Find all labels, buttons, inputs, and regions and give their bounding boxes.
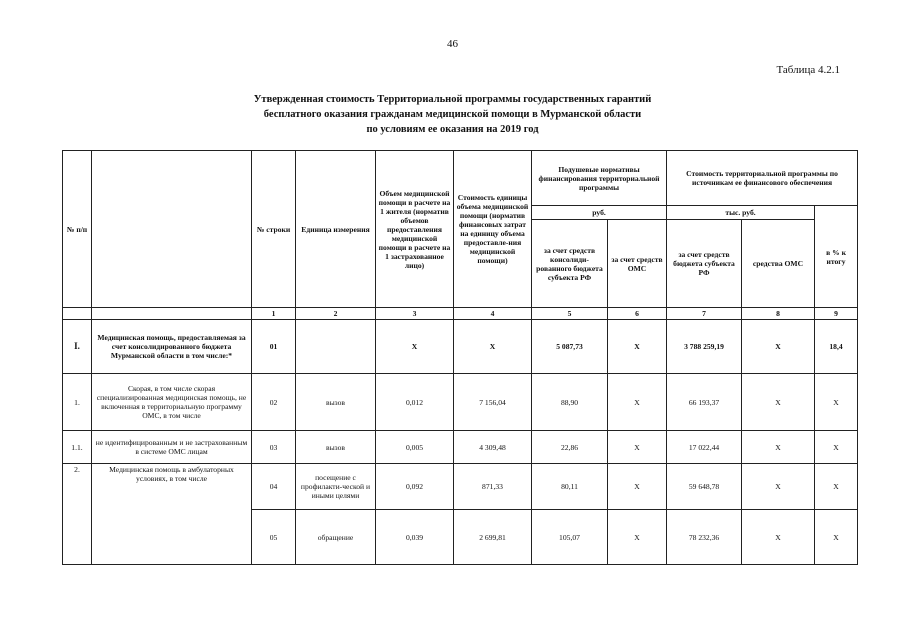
table-id: Таблица 4.2.1 xyxy=(776,64,840,76)
row-pc-oms: Х xyxy=(608,510,667,565)
row-unit: посещение с профилакти-ческой и иными целями xyxy=(296,464,376,510)
row-idx: 1. xyxy=(63,374,92,431)
col-num: 7 xyxy=(667,308,742,320)
header-total-oms: средства ОМС xyxy=(742,220,815,308)
row-name: Медицинская помощь, предоставляемая за счет консолидированного бюджета Мурманской области в том числе:* xyxy=(92,320,252,374)
row-volume: 0,039 xyxy=(376,510,454,565)
header-idx: № п/п xyxy=(63,151,92,308)
row-t-oms: Х xyxy=(742,431,815,464)
row-t-oms: Х xyxy=(742,374,815,431)
title-line-1: Утвержденная стоимость Территориальной программы государственных гарантий xyxy=(253,94,652,105)
row-cost: 4 309,48 xyxy=(454,431,532,464)
row-idx: I. xyxy=(63,320,92,374)
row-unit: вызов xyxy=(296,431,376,464)
row-unit: обращение xyxy=(296,510,376,565)
row-volume: 0,092 xyxy=(376,464,454,510)
row-pc-budget: 80,11 xyxy=(532,464,608,510)
col-num: 9 xyxy=(815,308,858,320)
col-num: 4 xyxy=(454,308,532,320)
row-t-percent: 18,4 xyxy=(815,320,858,374)
header-cost: Стоимость единицы объема медицинской помощи (норматив финансовых затрат на единицу объема предоставле-ния медицинской помощи) xyxy=(454,151,532,308)
title-line-3: по условиям ее оказания на 2019 год xyxy=(366,124,539,135)
row-volume: 0,012 xyxy=(376,374,454,431)
row-volume: Х xyxy=(376,320,454,374)
row-cost: 871,33 xyxy=(454,464,532,510)
row-no: 05 xyxy=(252,510,296,565)
col-num: 5 xyxy=(532,308,608,320)
table-row xyxy=(63,374,858,431)
header-total-percent: в % к итогу xyxy=(815,206,858,308)
row-pc-oms: Х xyxy=(608,374,667,431)
col-num: 2 xyxy=(296,308,376,320)
row-idx: 1.1. xyxy=(63,431,92,464)
header-per-capita-oms: за счет средств ОМС xyxy=(608,220,667,308)
row-pc-oms: Х xyxy=(608,431,667,464)
col-num: 3 xyxy=(376,308,454,320)
header-per-capita-budget: за счет средств консолиди-рованного бюджета субъекта РФ xyxy=(532,220,608,308)
row-pc-budget: 5 087,73 xyxy=(532,320,608,374)
header-per-capita-unit: руб. xyxy=(532,206,667,220)
row-t-percent: Х xyxy=(815,464,858,510)
row-unit: вызов xyxy=(296,374,376,431)
row-t-budget: 17 022,44 xyxy=(667,431,742,464)
row-cost: 7 156,04 xyxy=(454,374,532,431)
title-line-2: бесплатного оказания гражданам медицинской помощи в Мурманской области xyxy=(263,109,642,120)
header-row-no: № строки xyxy=(252,151,296,308)
row-idx: 2. xyxy=(63,464,92,565)
header-total-budget: за счет средств бюджета субъекта РФ xyxy=(667,220,742,308)
row-t-oms: Х xyxy=(742,510,815,565)
row-pc-oms: Х xyxy=(608,320,667,374)
row-name: Медицинская помощь в амбулаторных условиях, в том числе xyxy=(92,464,252,565)
row-t-oms: Х xyxy=(742,320,815,374)
row-name: Скорая, в том числе скорая специализированная медицинская помощь, не включенная в территориальную программу ОМС, в том числе xyxy=(92,374,252,431)
col-num: 8 xyxy=(742,308,815,320)
header-name xyxy=(92,151,252,308)
col-num: 6 xyxy=(608,308,667,320)
col-num: 1 xyxy=(252,308,296,320)
row-pc-oms: Х xyxy=(608,464,667,510)
row-t-oms: Х xyxy=(742,464,815,510)
row-pc-budget: 22,86 xyxy=(532,431,608,464)
header-total-group: Стоимость территориальной программы по источникам ее финансового обеспечения xyxy=(667,151,858,206)
row-t-percent: Х xyxy=(815,431,858,464)
row-no: 03 xyxy=(252,431,296,464)
column-number-row xyxy=(63,308,858,320)
header-unit: Единица измерения xyxy=(296,151,376,308)
table-row xyxy=(63,431,858,464)
row-pc-budget: 88,90 xyxy=(532,374,608,431)
page-title xyxy=(0,92,905,137)
table-row xyxy=(63,320,858,374)
row-t-budget: 3 788 259,19 xyxy=(667,320,742,374)
row-no: 04 xyxy=(252,464,296,510)
header-volume: Объем медицинской помощи в расчете на 1 жителя (норматив объемов предоставления медицинской помощи в расчете на 1 застрахованное лицо) xyxy=(376,151,454,308)
header-total-unit: тыс. руб. xyxy=(667,206,815,220)
row-t-budget: 59 648,78 xyxy=(667,464,742,510)
row-t-percent: Х xyxy=(815,510,858,565)
row-t-budget: 66 193,37 xyxy=(667,374,742,431)
row-unit xyxy=(296,320,376,374)
row-pc-budget: 105,07 xyxy=(532,510,608,565)
row-t-percent: Х xyxy=(815,374,858,431)
table-row xyxy=(63,464,858,510)
cost-table xyxy=(62,150,858,565)
row-name: не идентифицированным и не застрахованным в системе ОМС лицам xyxy=(92,431,252,464)
row-cost: 2 699,81 xyxy=(454,510,532,565)
row-no: 02 xyxy=(252,374,296,431)
row-t-budget: 78 232,36 xyxy=(667,510,742,565)
row-cost: Х xyxy=(454,320,532,374)
page-number: 46 xyxy=(447,38,458,50)
row-volume: 0,005 xyxy=(376,431,454,464)
header-per-capita-group: Подушевые нормативы финансирования территориальной программы xyxy=(532,151,667,206)
row-no: 01 xyxy=(252,320,296,374)
